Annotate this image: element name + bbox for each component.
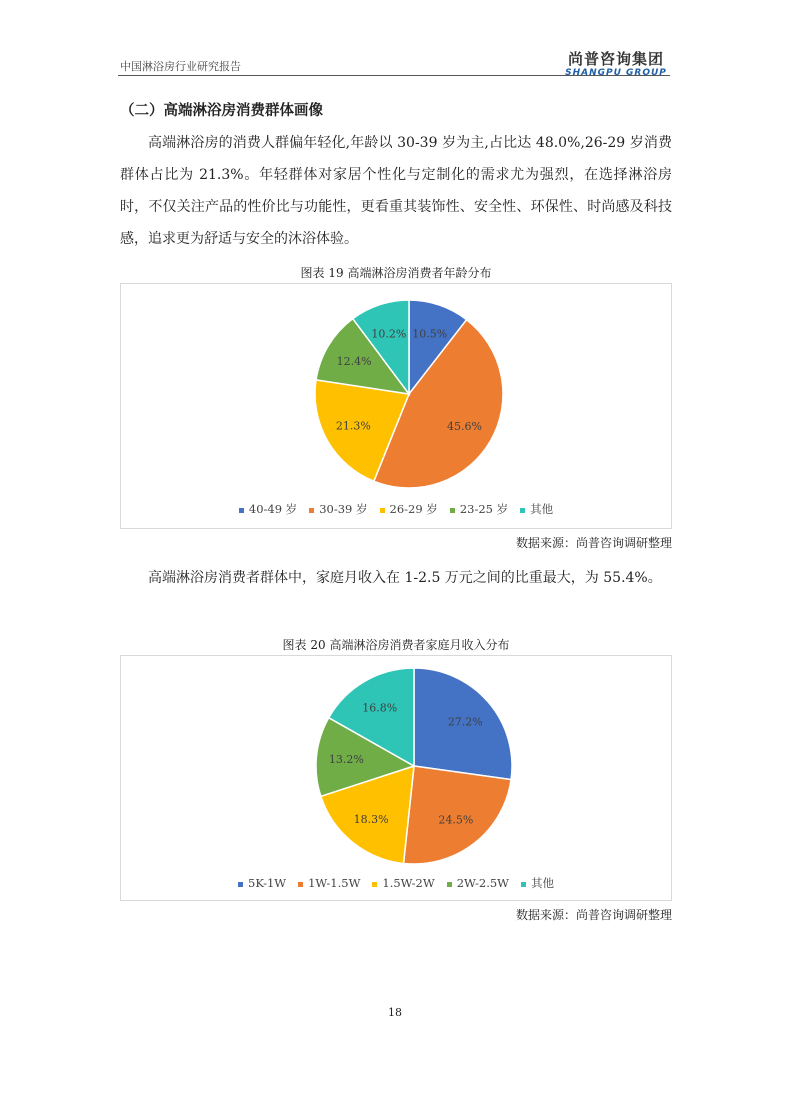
- legend-swatch: [450, 508, 455, 513]
- legend-swatch: [521, 882, 526, 887]
- legend-swatch: [298, 882, 303, 887]
- pie-data-label: 21.3%: [335, 419, 371, 433]
- legend-label: 23-25 岁: [459, 502, 509, 516]
- income-pie-chart: [121, 656, 671, 900]
- legend-swatch: [447, 882, 452, 887]
- legend-swatch: [372, 882, 377, 887]
- legend-swatch: [380, 508, 385, 513]
- legend-label: 30-39 岁: [319, 502, 368, 516]
- legend-label: 5K-1W: [248, 876, 287, 890]
- header-divider: [118, 75, 670, 76]
- chart1-frame: [120, 283, 672, 529]
- legend-item: [372, 876, 434, 890]
- legend-item: [521, 875, 554, 891]
- legend-item: [239, 501, 297, 517]
- chart1-legend: [121, 501, 671, 517]
- legend-swatch: [309, 508, 314, 513]
- legend-label: 26-29 岁: [389, 502, 438, 516]
- logo-english-text: SHANGPU GROUP: [565, 68, 667, 78]
- header-title: 中国淋浴房行业研究报告: [120, 60, 241, 73]
- legend-swatch: [238, 882, 243, 887]
- page-number: 18: [388, 1006, 402, 1019]
- paragraph-income: 高端淋浴房消费者群体中，家庭月收入在 1-2.5 万元之间的比重最大，为 55.4%。: [148, 570, 662, 586]
- legend-swatch: [520, 508, 525, 513]
- pie-data-label: 13.2%: [328, 753, 364, 767]
- pie-data-label: 27.2%: [447, 715, 483, 729]
- legend-label: 1W-1.5W: [308, 876, 361, 890]
- chart2-caption: 图表 20 高端淋浴房消费者家庭月收入分布: [282, 638, 510, 652]
- pie-data-label: 16.8%: [362, 701, 398, 715]
- pie-data-label: 24.5%: [438, 813, 474, 827]
- legend-label: 40-49 岁: [248, 502, 298, 516]
- legend-label: 2W-2.5W: [456, 876, 509, 890]
- legend-item: [520, 501, 553, 517]
- chart1-caption: 图表 19 高端淋浴房消费者年龄分布: [300, 266, 492, 280]
- pie-data-label: 45.6%: [447, 419, 482, 433]
- legend-swatch: [239, 508, 244, 513]
- legend-item: [298, 876, 360, 890]
- legend-item: [450, 501, 508, 517]
- pie-data-label: 10.5%: [412, 327, 448, 341]
- company-logo: [560, 48, 672, 78]
- chart2-legend: [121, 875, 671, 891]
- section-title: （二）高端淋浴房消费群体画像: [120, 102, 323, 119]
- chart2-frame: [120, 655, 672, 901]
- logo-chinese-text: 尚普咨询集团: [567, 50, 664, 68]
- legend-item: [380, 501, 438, 517]
- pie-data-label: 18.3%: [353, 812, 389, 826]
- legend-item: [447, 876, 509, 890]
- age-pie-chart: [121, 284, 671, 528]
- chart2-source: 数据来源：尚普咨询调研整理: [515, 908, 672, 922]
- legend-label: 其他: [530, 502, 554, 516]
- pie-data-label: 12.4%: [336, 355, 372, 369]
- chart1-source: 数据来源：尚普咨询调研整理: [515, 536, 672, 550]
- paragraph-age: 高端淋浴房的消费人群偏年轻化,年龄以 30-39 岁为主,占比达 48.0%,26-29 岁消费群体占比为 21.3%。年轻群体对家居个性化与定制化的需求尤为强烈，在选择淋浴房时，不仅关注产品的性价比与功能性，更看重其装饰性、安全性、环保性、时尚感及科技感，追求更为舒适与安全的沐浴体验。: [120, 135, 672, 247]
- legend-item: [238, 876, 286, 890]
- legend-label: 1.5W-2W: [382, 876, 435, 890]
- pie-data-label: 10.2%: [371, 327, 407, 341]
- legend-label: 其他: [530, 876, 554, 890]
- legend-item: [309, 501, 367, 517]
